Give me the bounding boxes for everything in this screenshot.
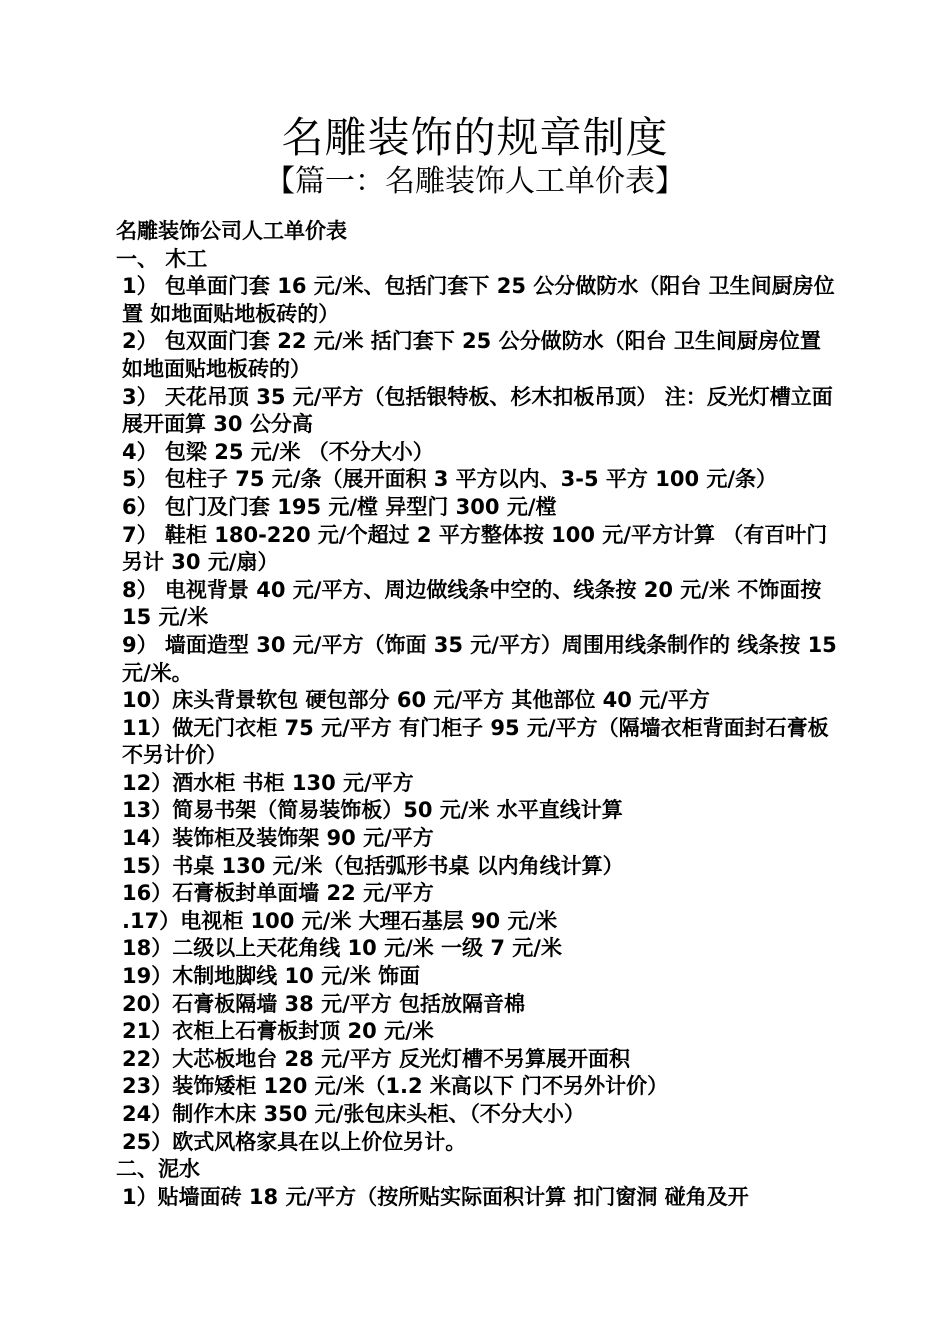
list-item: 20）石膏板隔墙 38 元/平方 包括放隔音棉	[122, 991, 526, 1016]
list-item: 2） 包双面门套 22 元/米 括门套下 25 公分做防水（阳台 卫生间厨房位置 如地面贴地板砖的）	[122, 329, 821, 381]
list-item: 21）衣柜上石膏板封顶 20 元/米	[122, 1019, 434, 1044]
document-title: 名雕装饰的规章制度	[281, 113, 669, 162]
list-item: 6） 包门及门套 195 元/樘 异型门 300 元/樘	[122, 494, 557, 519]
list-item: 1） 包单面门套 16 元/米、包括门套下 25 公分做防水（阳台 卫生间厨房位置 如地面贴地板砖的）	[122, 274, 835, 326]
list-item: 22）大芯板地台 28 元/平方 反光灯槽不另算展开面积	[122, 1046, 631, 1071]
document-body	[116, 218, 838, 1211]
list-item: 1）贴墙面砖 18 元/平方（按所贴实际面积计算 扣门窗洞 碰角及开	[122, 1184, 749, 1209]
list-item: 10）床头背景软包 硬包部分 60 元/平方 其他部位 40 元/平方	[122, 688, 710, 713]
list-item: 18）二级以上天花角线 10 元/米 一级 7 元/米	[122, 936, 562, 961]
list-item: 15）书桌 130 元/米（包括弧形书桌 以内角线计算）	[122, 853, 624, 878]
list-item: 3） 天花吊顶 35 元/平方（包括银特板、杉木扣板吊顶） 注：反光灯槽立面展开面算 30 公分高	[122, 384, 833, 437]
list-item: 5） 包柱子 75 元/条（展开面积 3 平方以内、3-5 平方 100 元/条）	[122, 467, 778, 492]
list-item: 23）装饰矮柜 120 元/米（1.2 米高以下 门不另外计价）	[122, 1074, 669, 1099]
list-item: 19）木制地脚线 10 元/米 饰面	[122, 964, 421, 989]
list-item: 11）做无门衣柜 75 元/平方 有门柜子 95 元/平方（隔墙衣柜背面封石膏板不另计价）	[122, 715, 829, 768]
list-item: 9） 墙面造型 30 元/平方（饰面 35 元/平方）周围用线条制作的 线条按 15 元/米。	[122, 632, 837, 685]
section-heading: 二、泥水	[116, 1157, 200, 1182]
section-heading: 名雕装饰公司人工单价表	[116, 219, 347, 243]
list-item: 16）石膏板封单面墙 22 元/平方	[122, 881, 434, 906]
list-item: 8） 电视背景 40 元/平方、周边做线条中空的、线条按 20 元/米 不饰面按 15 元/米	[122, 577, 822, 630]
list-item: .17）电视柜 100 元/米 大理石基层 90 元/米	[122, 908, 558, 933]
section-heading: 一、 木工	[116, 246, 208, 271]
list-item: 14）装饰柜及装饰架 90 元/平方	[122, 826, 434, 851]
list-item: 13）简易书架（简易装饰板）50 元/米 水平直线计算	[122, 798, 623, 823]
document-subtitle: 【篇一：名雕装饰人工单价表】	[265, 164, 685, 199]
list-item: 12）酒水柜 书柜 130 元/平方	[122, 770, 414, 795]
list-item: 24）制作木床 350 元/张包床头柜、（不分大小）	[122, 1102, 585, 1126]
list-item: 4） 包梁 25 元/米 （不分大小）	[122, 439, 434, 464]
list-item: 7） 鞋柜 180-220 元/个超过 2 平方整体按 100 元/平方计算 （有百叶门另计 30 元/扇）	[122, 522, 828, 575]
list-item: 25）欧式风格家具在以上价位另计。	[122, 1129, 467, 1154]
